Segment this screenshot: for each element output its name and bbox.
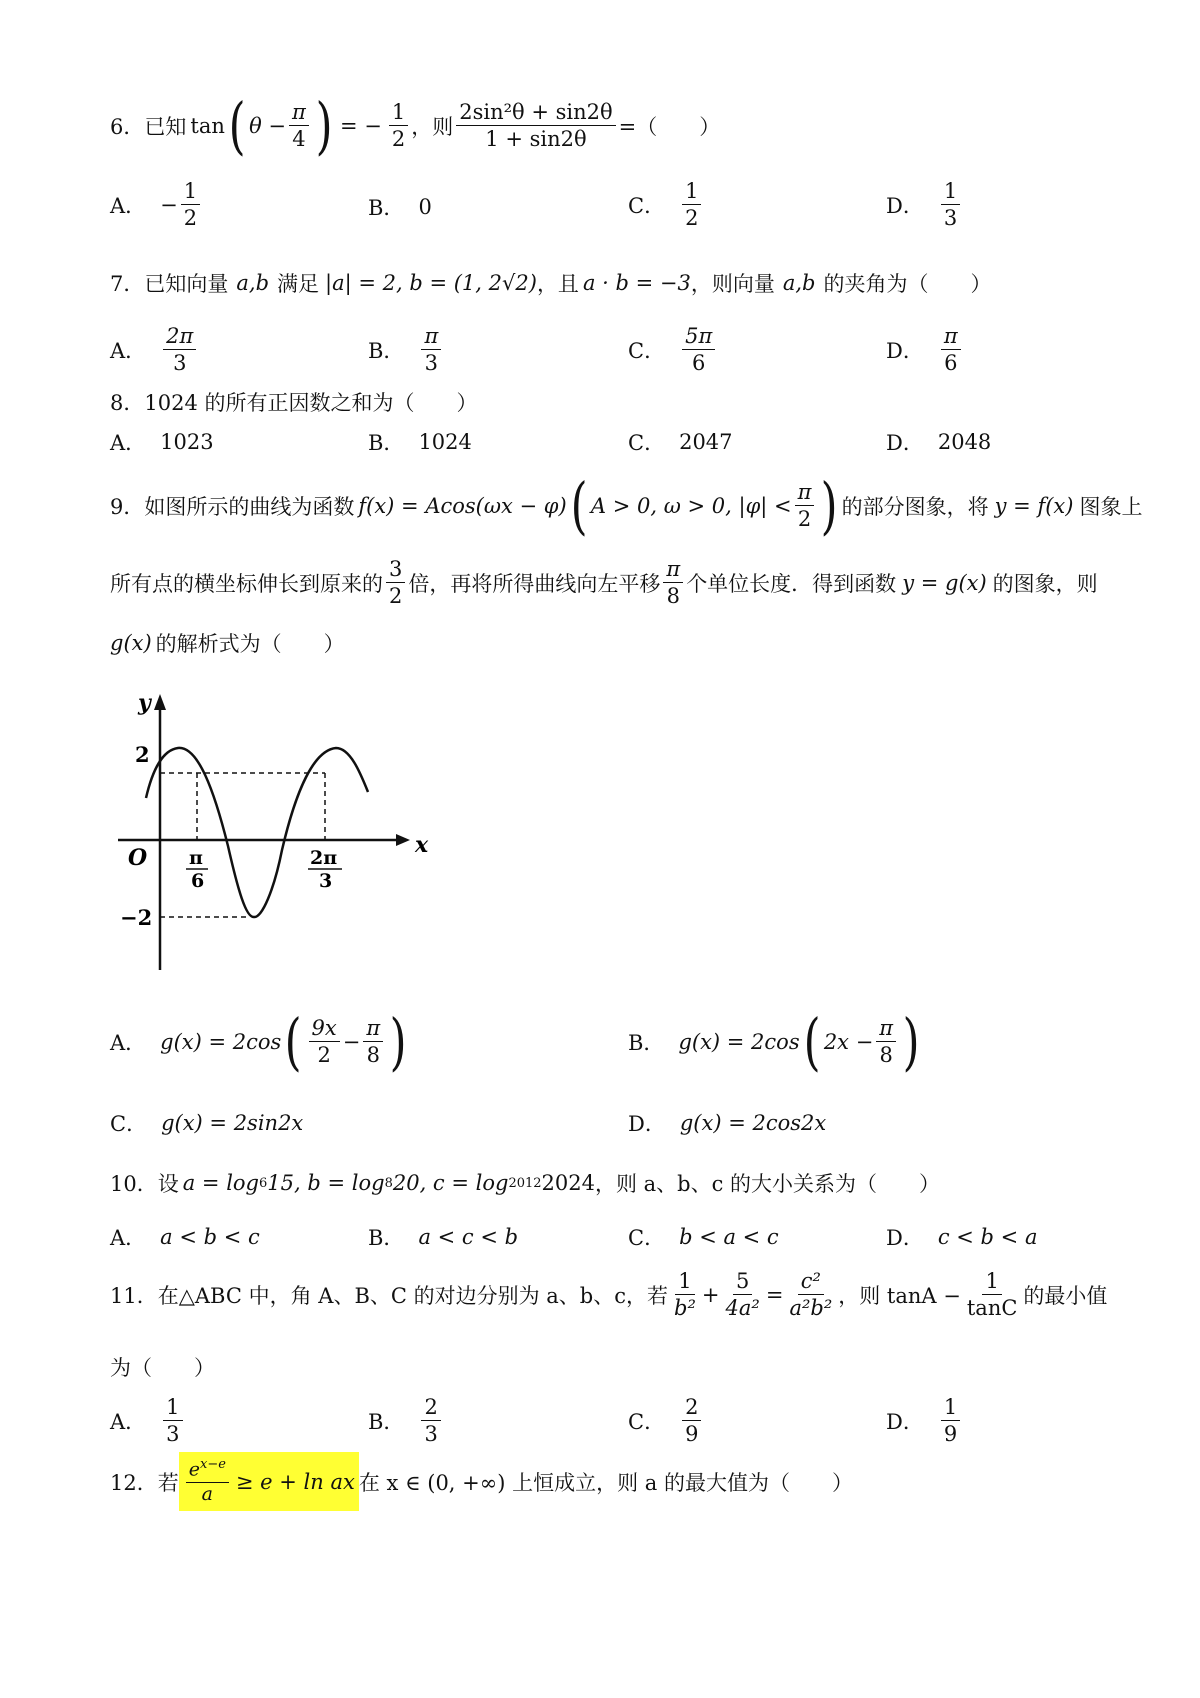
- q10-option-c: C． b < a < c: [628, 1225, 779, 1250]
- x-tick-2pi3-den: 3: [319, 870, 333, 892]
- q6-number: 6．: [110, 114, 145, 139]
- q12-highlighted-inequality: $\frac{e^{x-e}}{a}$ ≥ e + ln ax: [179, 1452, 359, 1511]
- q7-option-a: A． $\frac{2\pi}{3}$: [110, 325, 199, 374]
- y-tick-neg2: −2: [120, 905, 153, 930]
- q11-option-a: A． $\frac{1}{3}$: [110, 1396, 186, 1445]
- y-axis-arrow: [154, 694, 166, 710]
- q8-option-b: B． 1024: [368, 430, 472, 455]
- q9-option-c: C． g(x) = 2sin2x: [110, 1111, 304, 1136]
- q6-tail: =（ ）: [618, 114, 721, 139]
- q8-option-c: C． 2047: [628, 430, 733, 455]
- question-7: 7． 已知向量 a,b 满足 |a| = 2, b = (1, 2√2) ，且 a · b = −3 ，则向量 a,b 的夹角为（ ）: [110, 271, 992, 296]
- q6-arg: θ −: [249, 113, 286, 138]
- q8-option-a: A． 1023: [110, 430, 214, 455]
- q11-option-c: C． $\frac{2}{9}$: [628, 1396, 704, 1445]
- q11-option-d: D． $\frac{1}{9}$: [886, 1396, 963, 1445]
- q11-option-b: B． $\frac{2}{3}$: [368, 1396, 444, 1445]
- question-6: 6． 已知 tan ( θ − $\frac{\pi}{4}$ ) = − $\frac{1}{2}$ ，则 $\frac{\text{2sin²θ + sin2θ}}{1 + \sin 2\theta}$ =（ ）: [110, 89, 721, 162]
- origin-label: O: [128, 845, 148, 871]
- question-11: 11．在△ABC 中，角 A、B、C 的对边分别为 a、b、c，若 $\frac{1}{\text{b²}}$ + $\frac{5}{\text{4a²}}$ = $\frac{\text{c²}}{\text{a²b²}}$ ，则 tanA − $\frac{1}{\tan C}$ 的最小值: [110, 1269, 1108, 1321]
- q6-eq: = −: [340, 113, 382, 138]
- q6-mid: ，则: [411, 114, 454, 139]
- q9-option-a: A． g(x) = 2cos ( $\frac{9x}{2}$ − $\frac{\pi}{8}$ ): [110, 1005, 407, 1078]
- question-9-line-1: 9．如图所示的曲线为函数 f(x) = Acos(ωx − φ) ( A > 0, ω > 0, |φ| < $\frac{\pi}{2}$ ) 的部分图象，将 y = f(x) 图象上: [110, 469, 1143, 542]
- q9-option-b: B． g(x) = 2cos ( 2x − $\frac{\pi}{8}$ ): [628, 1005, 920, 1078]
- question-9-line-3: g(x) 的解析式为（ ）: [110, 631, 345, 656]
- x-axis-label: x: [415, 832, 429, 858]
- question-10: 10．设 a = log 6 15, b = log 8 20, c = log 2012 2024 ，则 a、b、c 的大小关系为（ ）: [110, 1171, 941, 1196]
- q9-function-graph: [110, 680, 430, 980]
- guide-lines: [160, 773, 325, 917]
- y-axis-label: y: [138, 690, 151, 716]
- x-tick-pi6-den: 6: [191, 870, 205, 892]
- question-9-line-2: 所有点的横坐标伸长到原来的 $\frac{3}{2}$ 倍，再将所得曲线向左平移 $\frac{\pi}{8}$ 个单位长度．得到函数 y = g(x) 的图象，则: [110, 557, 1098, 609]
- q8-option-d: D． 2048: [886, 430, 992, 455]
- question-11-line-2: 为（ ）: [110, 1356, 215, 1380]
- question-12: 12．若 $\frac{e^{x-e}}{a}$ ≥ e + ln ax 在 x ∈ (0, +∞) 上恒成立，则 a 的最大值为（ ）: [110, 1452, 853, 1511]
- question-8: 8．1024 的所有正因数之和为（ ）: [110, 391, 478, 415]
- q6-expression: $\frac{\text{2sin²θ + sin2θ}}{1 + \sin 2\theta}$: [456, 101, 615, 150]
- q9-option-d: D． g(x) = 2cos2x: [628, 1111, 827, 1136]
- x-tick-pi6-num: π: [189, 847, 203, 869]
- q6-option-a: A． − $\frac{1}{2}$: [110, 180, 203, 229]
- q7-option-b: B． $\frac{\pi}{3}$: [368, 325, 444, 374]
- y-tick-2: 2: [135, 742, 150, 767]
- q6-pi-over-4: $\frac{\pi}{4}$: [289, 101, 309, 150]
- x-tick-2pi3-num: 2π: [310, 847, 338, 869]
- q10-option-b: B． a < c < b: [368, 1225, 519, 1250]
- q6-tan: tan: [190, 113, 225, 138]
- q10-option-d: D． c < b < a: [886, 1225, 1038, 1250]
- x-axis-arrow: [396, 834, 410, 846]
- q10-option-a: A． a < b < c: [110, 1225, 260, 1250]
- q6-one-half: $\frac{1}{2}$: [389, 101, 408, 150]
- q6-option-d: D． $\frac{1}{3}$: [886, 180, 963, 229]
- q6-prefix: 已知: [144, 114, 187, 139]
- q6-option-b: B． 0: [368, 195, 432, 220]
- q6-option-c: C． $\frac{1}{2}$: [628, 180, 704, 229]
- q7-option-d: D． $\frac{\pi}{6}$: [886, 325, 964, 374]
- q7-option-c: C． $\frac{5\pi}{6}$: [628, 325, 718, 374]
